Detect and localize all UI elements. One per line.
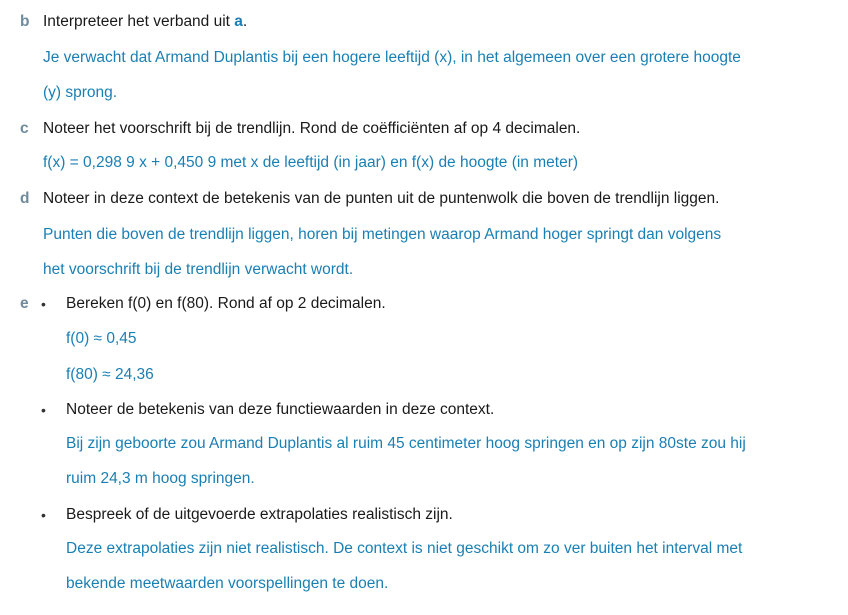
item-letter-c: c	[20, 120, 29, 137]
answer-b-line1: Je verwacht dat Armand Duplantis bij een hogere leeftijd (x), in het algemeen over een grotere hoogte	[43, 49, 741, 66]
answer-d-line1: Punten die boven de trendlijn liggen, horen bij metingen waarop Armand hoger springt dan volgens	[43, 226, 722, 243]
question-b-prefix: Interpreteer het verband uit	[43, 13, 235, 30]
answer-e-f80: f(80) ≈ 24,36	[66, 366, 154, 383]
bullet-2: •	[41, 402, 46, 418]
question-e-bullet3: Bespreek of de uitgevoerde extrapolaties realistisch zijn.	[66, 506, 453, 523]
item-letter-d: d	[20, 190, 30, 207]
answer-e-bullet3-line2: bekende meetwaarden voorspellingen te doen.	[66, 575, 389, 592]
bullet-1: •	[41, 296, 46, 312]
question-c: Noteer het voorschrift bij de trendlijn. Rond de coëfficiënten af op 4 decimalen.	[43, 120, 581, 137]
question-b-suffix: .	[242, 13, 248, 30]
question-e-bullet2: Noteer de betekenis van deze functiewaarden in deze context.	[66, 401, 495, 418]
answer-e-bullet3-line1: Deze extrapolaties zijn niet realistisch. De context is niet geschikt om zo ver buiten het interval met	[66, 540, 743, 557]
answer-e-bullet2-line2: ruim 24,3 m hoog springen.	[66, 470, 255, 487]
answer-e-bullet2-line1: Bij zijn geboorte zou Armand Duplantis al ruim 45 centimeter hoog springen en op zijn 80ste zou hij	[66, 435, 746, 452]
question-e-bullet1: Bereken f(0) en f(80). Rond af op 2 decimalen.	[66, 295, 386, 312]
answer-c: f(x) = 0,298 9 x + 0,450 9 met x de leeftijd (in jaar) en f(x) de hoogte (in meter)	[43, 154, 579, 171]
question-d: Noteer in deze context de betekenis van de punten uit de puntenwolk die boven de trendlijn liggen.	[43, 190, 720, 207]
question-b	[43, 12, 247, 32]
answer-b-line2: (y) sprong.	[43, 84, 118, 101]
item-letter-e: e	[20, 295, 29, 312]
answer-d-line2: het voorschrift bij de trendlijn verwacht wordt.	[43, 261, 354, 278]
answer-e-f0: f(0) ≈ 0,45	[66, 330, 137, 347]
bullet-3: •	[41, 507, 46, 523]
question-b-ref: a	[234, 13, 243, 30]
item-letter-b: b	[20, 13, 30, 30]
